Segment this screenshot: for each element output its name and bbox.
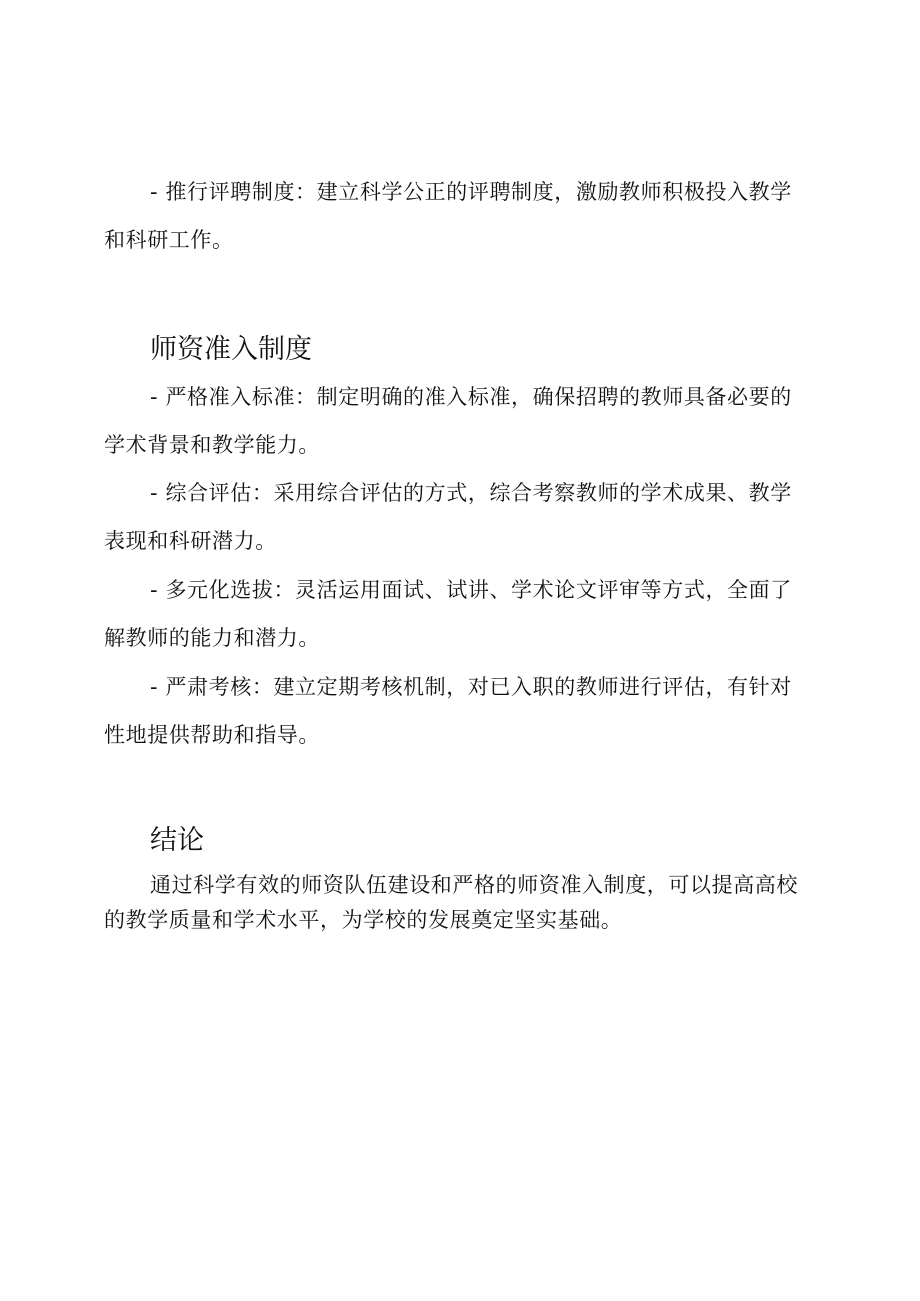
paragraph-comprehensive-evaluation bbox=[104, 469, 804, 565]
paragraph-text: 通过科学有效的师资队伍建设和严格的师资准入制度，可以提高高校的教学质量和学术水平，为学校的发展奠定坚实基础。 bbox=[104, 873, 798, 932]
paragraph-text: - 综合评估：采用综合评估的方式，综合考察教师的学术成果、教学表现和科研潜力。 bbox=[104, 481, 792, 553]
paragraph-text: - 推行评聘制度：建立科学公正的评聘制度，激励教师积极投入教学和科研工作。 bbox=[104, 180, 792, 252]
paragraph-admission-standard bbox=[104, 373, 804, 469]
paragraph-strict-assessment bbox=[104, 663, 804, 759]
paragraph-text: - 严格准入标准：制定明确的准入标准，确保招聘的教师具备必要的学术背景和教学能力。 bbox=[104, 385, 792, 457]
paragraph-diversified-selection bbox=[104, 566, 804, 662]
section-heading-conclusion: 结论 bbox=[150, 825, 204, 856]
paragraph-conclusion bbox=[104, 868, 804, 938]
paragraph-text: - 多元化选拔：灵活运用面试、试讲、学术论文评审等方式，全面了解教师的能力和潜力。 bbox=[104, 578, 792, 650]
section-heading-admission: 师资准入制度 bbox=[150, 334, 312, 365]
paragraph-text: - 严肃考核：建立定期考核机制，对已入职的教师进行评估，有针对性地提供帮助和指导。 bbox=[104, 675, 792, 747]
paragraph-evaluation-system bbox=[104, 168, 804, 264]
